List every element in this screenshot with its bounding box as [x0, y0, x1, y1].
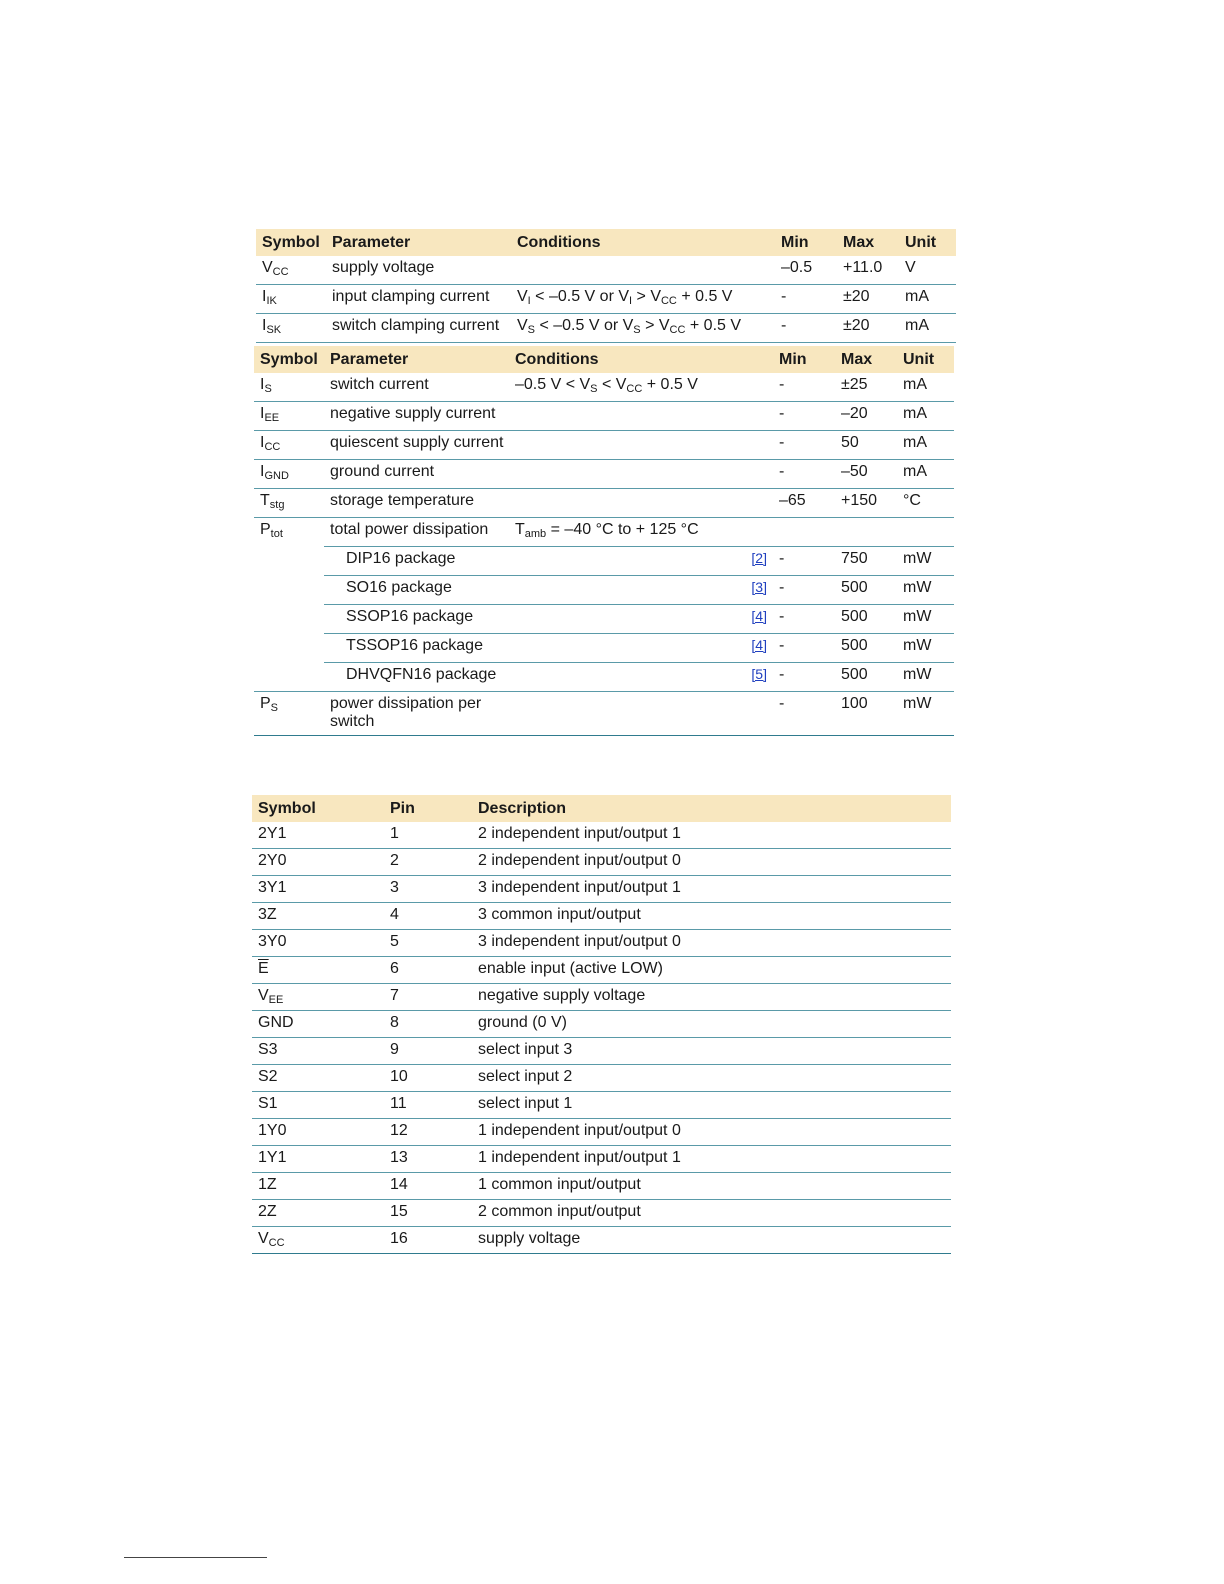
unit-cell: °C [897, 489, 954, 518]
pin-description-table [252, 795, 951, 1254]
pin-cell: 4 [384, 903, 472, 930]
header-conditions: Conditions [509, 346, 773, 373]
symbol-cell: $I_{IK}$ [256, 285, 326, 314]
header-min: Min [773, 346, 835, 373]
min-cell: - [773, 576, 835, 605]
footnote-ref-link[interactable]: [2] [751, 550, 767, 566]
table-row [252, 1119, 951, 1146]
table-row [252, 1092, 951, 1119]
symbol-cell: 3Y1 [252, 876, 384, 903]
unit-cell: mA [897, 460, 954, 489]
symbol-cell: GND [252, 1011, 384, 1038]
conditions-cell [509, 431, 773, 460]
pin-cell: 10 [384, 1065, 472, 1092]
package-cell: SO16 package [3] [324, 576, 773, 605]
description-cell: select input 3 [472, 1038, 951, 1065]
footnote-ref-link[interactable]: [4] [751, 608, 767, 624]
parameter-cell: total power dissipation [324, 518, 509, 547]
symbol-cell: $T_{stg}$ [254, 489, 324, 518]
unit-cell: mA [899, 314, 956, 343]
max-cell: 750 [835, 547, 897, 576]
conditions-cell [509, 489, 773, 518]
description-cell: 1 independent input/output 1 [472, 1146, 951, 1173]
table-row [252, 903, 951, 930]
symbol-cell: $V_{CC}$ [256, 256, 326, 285]
package-cell: DIP16 package [2] [324, 547, 773, 576]
symbol-cell: $P_{tot}$ [254, 518, 324, 692]
description-cell: 2 common input/output [472, 1200, 951, 1227]
table-row [256, 314, 956, 343]
max-cell: 100 [835, 692, 897, 736]
symbol-cell: 1Y1 [252, 1146, 384, 1173]
min-cell: - [773, 692, 835, 736]
max-cell: 500 [835, 605, 897, 634]
package-row [254, 547, 954, 576]
symbol-cell: $P_S$ [254, 692, 324, 736]
symbol-cell: $I_{EE}$ [254, 402, 324, 431]
parameter-cell: power dissipation per switch [324, 692, 509, 736]
package-cell: TSSOP16 package [4] [324, 634, 773, 663]
table-row [252, 822, 951, 849]
footnote-ref-link[interactable]: [5] [751, 666, 767, 682]
max-cell: –50 [835, 460, 897, 489]
header-description: Description [472, 795, 951, 822]
unit-cell: mA [899, 285, 956, 314]
symbol-cell: $I_{CC}$ [254, 431, 324, 460]
parameter-cell: switch current [324, 373, 509, 402]
table-row [252, 1200, 951, 1227]
description-cell: enable input (active LOW) [472, 957, 951, 984]
pin-cell: 5 [384, 930, 472, 957]
header-max: Max [837, 229, 899, 256]
symbol-cell: $I_{GND}$ [254, 460, 324, 489]
description-cell: 1 independent input/output 0 [472, 1119, 951, 1146]
symbol-cell: 1Z [252, 1173, 384, 1200]
table-row [252, 849, 951, 876]
header-symbol: Symbol [256, 229, 326, 256]
symbol-cell: $\overline{E}$ [252, 957, 384, 984]
table-row [252, 1065, 951, 1092]
header-symbol: Symbol [252, 795, 384, 822]
unit-cell: mW [897, 576, 954, 605]
description-cell: 1 common input/output [472, 1173, 951, 1200]
symbol-cell: $V_{CC}$ [252, 1227, 384, 1254]
table-row-ptot [254, 518, 954, 547]
max-cell: ±20 [837, 285, 899, 314]
unit-cell: mW [897, 547, 954, 576]
package-row [254, 634, 954, 663]
table-row [254, 431, 954, 460]
max-cell: ±20 [837, 314, 899, 343]
pin-cell: 14 [384, 1173, 472, 1200]
max-cell: ±25 [835, 373, 897, 402]
limiting-values-table-1 [256, 229, 956, 343]
conditions-cell [509, 402, 773, 431]
table-row [252, 930, 951, 957]
parameter-cell: input clamping current [326, 285, 511, 314]
parameter-cell: supply voltage [326, 256, 511, 285]
pin-cell: 8 [384, 1011, 472, 1038]
conditions-cell: $V_I < -0.5$ V or $V_I > V_{CC} + 0.5$ V [511, 285, 775, 314]
symbol-cell: 2Z [252, 1200, 384, 1227]
min-cell: - [775, 314, 837, 343]
table-row [256, 256, 956, 285]
min-cell: –0.5 [775, 256, 837, 285]
symbol-cell: S1 [252, 1092, 384, 1119]
table-row [252, 1146, 951, 1173]
table-row [252, 984, 951, 1011]
symbol-cell: 2Y0 [252, 849, 384, 876]
min-cell: - [773, 605, 835, 634]
max-cell: 50 [835, 431, 897, 460]
pin-cell: 15 [384, 1200, 472, 1227]
header-conditions: Conditions [511, 229, 775, 256]
table-row [254, 460, 954, 489]
unit-cell: mW [897, 692, 954, 736]
description-cell: select input 1 [472, 1092, 951, 1119]
table-header-row [252, 795, 951, 822]
max-cell: 500 [835, 634, 897, 663]
unit-cell: V [899, 256, 956, 285]
description-cell: negative supply voltage [472, 984, 951, 1011]
unit-cell: mW [897, 605, 954, 634]
description-cell: select input 2 [472, 1065, 951, 1092]
pin-cell: 1 [384, 822, 472, 849]
header-pin: Pin [384, 795, 472, 822]
description-cell: 2 independent input/output 0 [472, 849, 951, 876]
table-row [254, 489, 954, 518]
table-row [254, 402, 954, 431]
symbol-cell: 3Y0 [252, 930, 384, 957]
pin-cell: 12 [384, 1119, 472, 1146]
symbol-cell: S3 [252, 1038, 384, 1065]
pin-cell: 3 [384, 876, 472, 903]
parameter-cell: quiescent supply current [324, 431, 509, 460]
unit-cell: mA [897, 431, 954, 460]
header-unit: Unit [897, 346, 954, 373]
pin-cell: 16 [384, 1227, 472, 1254]
table-row [252, 1227, 951, 1254]
table-row [252, 1173, 951, 1200]
parameter-cell: negative supply current [324, 402, 509, 431]
pin-cell: 2 [384, 849, 472, 876]
max-cell: +150 [835, 489, 897, 518]
description-cell: 3 common input/output [472, 903, 951, 930]
min-cell: - [773, 634, 835, 663]
pin-cell: 11 [384, 1092, 472, 1119]
pin-cell: 13 [384, 1146, 472, 1173]
unit-cell: mW [897, 634, 954, 663]
symbol-cell: S2 [252, 1065, 384, 1092]
conditions-cell: $V_S < -0.5$ V or $V_S > V_{CC} + 0.5$ V [511, 314, 775, 343]
package-row [254, 663, 954, 692]
package-row [254, 605, 954, 634]
header-min: Min [775, 229, 837, 256]
limiting-values-table-2 [254, 346, 954, 736]
pin-cell: 9 [384, 1038, 472, 1065]
header-max: Max [835, 346, 897, 373]
unit-cell: mW [897, 663, 954, 692]
description-cell: 3 independent input/output 0 [472, 930, 951, 957]
max-cell: 500 [835, 576, 897, 605]
min-cell: - [773, 402, 835, 431]
table-header-row [254, 346, 954, 373]
description-cell: supply voltage [472, 1227, 951, 1254]
symbol-cell: $I_{SK}$ [256, 314, 326, 343]
min-cell: - [773, 663, 835, 692]
min-cell: - [773, 431, 835, 460]
pin-cell: 7 [384, 984, 472, 1011]
conditions-cell: –0.5 $V < V_S < V_{CC} + 0.5$ V [509, 373, 773, 402]
footnote-divider [124, 1557, 267, 1558]
header-parameter: Parameter [324, 346, 509, 373]
max-cell: +11.0 [837, 256, 899, 285]
table-row [254, 692, 954, 736]
symbol-cell: 3Z [252, 903, 384, 930]
min-cell: - [773, 547, 835, 576]
description-cell: 2 independent input/output 1 [472, 822, 951, 849]
table-row [252, 1011, 951, 1038]
table-row [252, 876, 951, 903]
package-row [254, 576, 954, 605]
description-cell: ground (0 V) [472, 1011, 951, 1038]
table-row [252, 1038, 951, 1065]
conditions-cell [511, 256, 775, 285]
table-row [254, 373, 954, 402]
max-cell: –20 [835, 402, 897, 431]
min-cell: –65 [773, 489, 835, 518]
min-cell: - [773, 373, 835, 402]
symbol-cell: 2Y1 [252, 822, 384, 849]
header-unit: Unit [899, 229, 956, 256]
symbol-cell: $V_{EE}$ [252, 984, 384, 1011]
parameter-cell: switch clamping current [326, 314, 511, 343]
symbol-cell: 1Y0 [252, 1119, 384, 1146]
unit-cell: mA [897, 402, 954, 431]
header-symbol: Symbol [254, 346, 324, 373]
conditions-cell [509, 460, 773, 489]
unit-cell: mA [897, 373, 954, 402]
min-cell: - [773, 460, 835, 489]
symbol-cell: $I_S$ [254, 373, 324, 402]
package-cell: DHVQFN16 package [5] [324, 663, 773, 692]
table-row [256, 285, 956, 314]
footnote-ref-link[interactable]: [4] [751, 637, 767, 653]
parameter-cell: ground current [324, 460, 509, 489]
description-cell: 3 independent input/output 1 [472, 876, 951, 903]
header-parameter: Parameter [326, 229, 511, 256]
footnote-ref-link[interactable]: [3] [751, 579, 767, 595]
table-header-row [256, 229, 956, 256]
package-cell: SSOP16 package [4] [324, 605, 773, 634]
parameter-cell: storage temperature [324, 489, 509, 518]
conditions-cell: $T_{amb} = -40$ °C to + 125 °C [509, 518, 773, 547]
pin-table-body [252, 822, 951, 1254]
pin-cell: 6 [384, 957, 472, 984]
max-cell: 500 [835, 663, 897, 692]
table-row [252, 957, 951, 984]
min-cell: - [775, 285, 837, 314]
